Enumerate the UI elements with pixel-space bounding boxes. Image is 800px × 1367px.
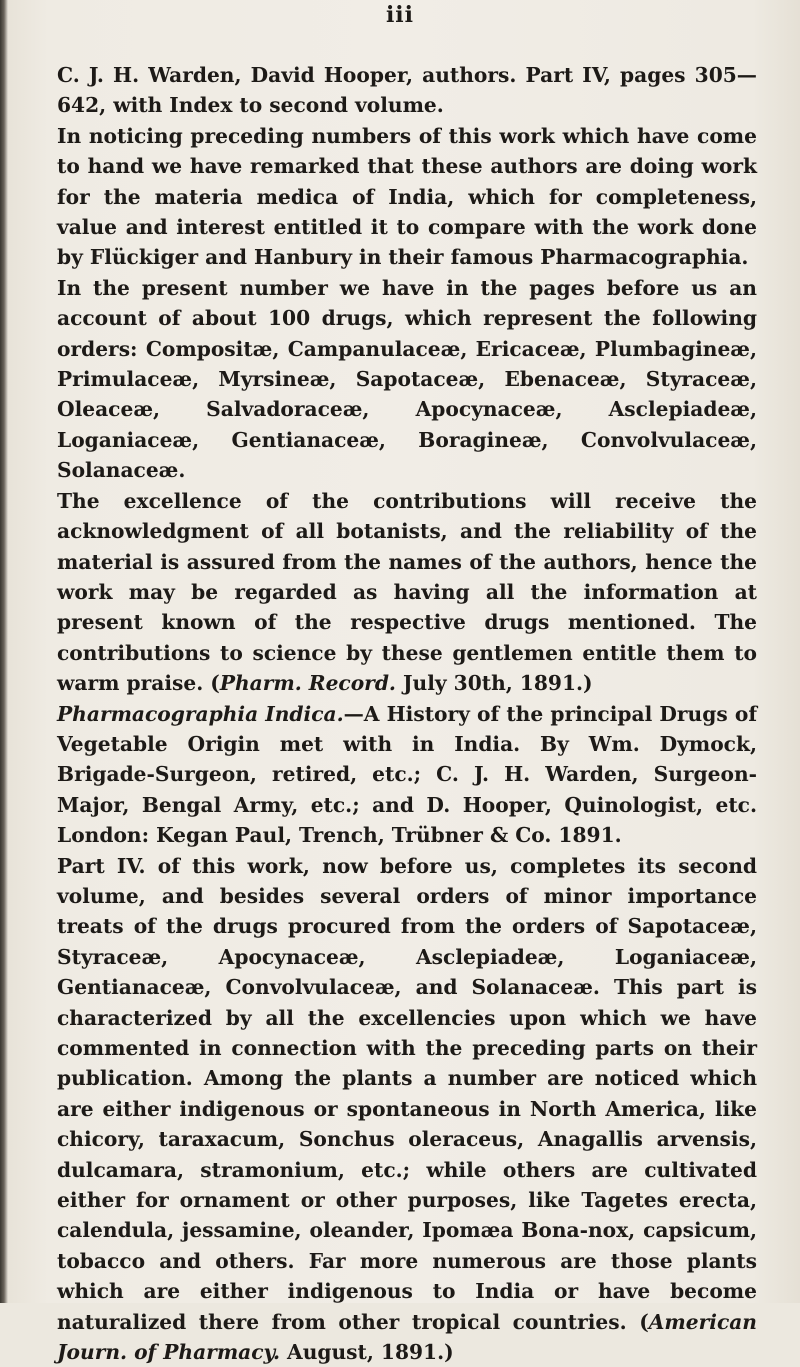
binding-edge <box>0 0 8 1303</box>
citation-pharm-record: Pharm. Record. <box>219 671 396 696</box>
paragraph-2: In noticing preceding numbers of this work which have come to hand we have remarked that these authors are doing work for the materia medica of India, which for completeness, value and interest entitled it to compare with the work done by Flückiger and Hanbury in their famous Pharmacographia. <box>57 123 757 270</box>
paragraph-4 <box>57 486 757 699</box>
paragraph-6-text: Part IV. of this work, now before us, completes its second volume, and besides several orders of minor importance treats of the drugs procured from the orders of Sapotaceæ, Styraceæ, Apocynaceæ, Asclepiadeæ, Loganiaceæ, Gentianaceæ, Convolvulaceæ, and Solanaceæ. This part is characterized by all the excellencies upon which we have commented in connection with the preceding parts on their publication. Among the plants a number are noticed which are either indigenous or spontaneous in North America, like chicory, taraxacum, Sonchus oleraceus, Anagallis arvensis, dulcamara, stramonium, etc.; while others are cultivated either for ornament or other purposes, like Tagetes erecta, calendula, jessamine, oleander, Ipomæa Bona-nox, capsicum, tobacco and others. Far more numerous are those plants which are either indigenous to India or have become naturalized there from other tropical countries. ( <box>57 853 757 1334</box>
citation-american-journal: American Journ. of Pharmacy. <box>57 1309 757 1365</box>
book-description: —A History of the principal Drugs of Vegetable Origin met with in India. By Wm. Dymock, Brigade-Surgeon, retired, etc.; C. J. H. Warden, Surgeon-Major, Bengal Army, etc.; and D. Hooper, Quinologist, etc. London: Kegan Paul, Trench, Trübner & Co. 1891. <box>57 701 757 848</box>
book-title: Pharmacographia Indica. <box>57 701 344 726</box>
paragraph-1: C. J. H. Warden, David Hooper, authors. Part IV, pages 305—642, with Index to second volume. <box>57 63 757 118</box>
body-text <box>57 60 757 1367</box>
paragraph-3: In the present number we have in the pages before us an account of about 100 drugs, which represent the following orders: Compositæ, Campanulaceæ, Ericaceæ, Plumbagineæ, Primulaceæ, Myrsineæ, Sapotaceæ, Ebenaceæ, Styraceæ, Oleaceæ, Salvadoraceæ, Apocynaceæ, Asclepiadeæ, Loganiaceæ, Gentianaceæ, Boragineæ, Convolvulaceæ, Solanaceæ. <box>57 275 757 483</box>
paragraph-6 <box>57 851 757 1367</box>
page-number: iii <box>385 2 415 28</box>
paragraph-6-date: August, 1891.) <box>280 1340 454 1365</box>
paragraph-5 <box>57 699 757 851</box>
paragraph-4-date: July 30th, 1891.) <box>395 671 593 696</box>
paragraph-4-text: The excellence of the contributions will receive the acknowledgment of all botanists, and the reliability of the material is assured from the names of the authors, hence the work may be regarded as having all the information at present known of the respective drugs mentioned. The contributions to science by these gentlemen entitle them to warm praise. ( <box>57 488 757 696</box>
